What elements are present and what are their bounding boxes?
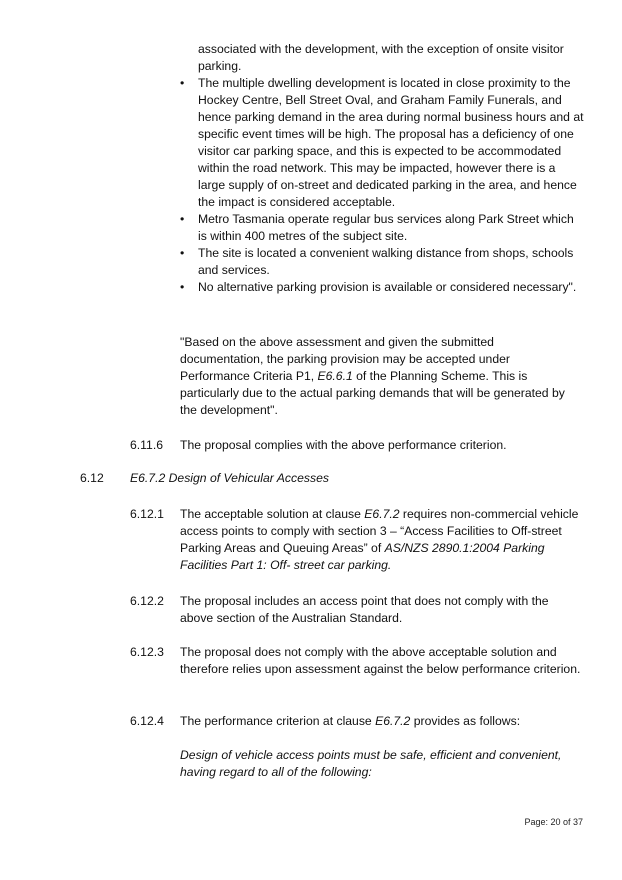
text-run: provides as follows: xyxy=(410,714,521,728)
bullet-icon: • xyxy=(180,280,185,294)
quote-text-start: "Based on the above assessment and given the submitted documentation, the parking provision may be accepted under Performance Criteria P1, xyxy=(180,335,510,383)
section-title: E6.7.2 Design of Vehicular Accesses xyxy=(130,471,329,485)
bullet-icon: • xyxy=(180,212,185,226)
text-run: The acceptable solution at clause xyxy=(180,507,365,521)
bullet-text: The site is located a convenient walking distance from shops, schools and services. xyxy=(198,246,574,277)
paragraph-number: 6.11.6 xyxy=(130,438,163,452)
quoted-assessment xyxy=(180,334,580,419)
paragraph-text: The proposal does not comply with the above acceptable solution and therefore relies upon assessment against the below performance criterion. xyxy=(180,645,581,676)
clause-reference: E6.6.1 xyxy=(317,369,353,383)
clause-reference: E6.7.2 xyxy=(375,714,411,728)
continuation-text: associated with the development, with the exception of onsite visitor parking. xyxy=(198,42,564,73)
paragraph-text: The proposal complies with the above performance criterion. xyxy=(180,438,507,452)
list-item xyxy=(180,75,585,211)
paragraph-number: 6.12.4 xyxy=(130,714,164,728)
list-item xyxy=(180,211,585,245)
quote-text-end: of the Planning Scheme. This is particularly due to the actual parking demands that will be generated by the development". xyxy=(180,369,565,417)
standard-reference: AS/NZS 2890.1:2004 Parking Facilities Part 1: Off- street car parking. xyxy=(180,541,545,572)
text-run: requires non-commercial vehicle access points to comply with section 3 – “Access Facilities to Off-street Parking Areas and Queuing Areas” of xyxy=(180,507,579,555)
list-item xyxy=(180,245,585,279)
clause-reference: E6.7.2 xyxy=(364,507,400,521)
page-number: Page: 20 of 37 xyxy=(524,817,583,827)
paragraph-text xyxy=(180,713,582,730)
bullet-icon: • xyxy=(180,76,185,90)
bullet-text: No alternative parking provision is available or considered necessary". xyxy=(198,280,577,294)
paragraph-text xyxy=(180,506,582,574)
bullet-list xyxy=(180,75,585,296)
bullet-icon: • xyxy=(180,246,185,260)
paragraph-number: 6.12.2 xyxy=(130,594,164,608)
paragraph-text: The proposal includes an access point that does not comply with the above section of the Australian Standard. xyxy=(180,594,549,625)
performance-criterion-text: Design of vehicle access points must be safe, efficient and convenient, having regard to all of the following: xyxy=(180,748,562,779)
paragraph-number: 6.12.3 xyxy=(130,645,164,659)
paragraph-number: 6.12.1 xyxy=(130,507,164,521)
bullet-text: Metro Tasmania operate regular bus services along Park Street which is within 400 metres of the subject site. xyxy=(198,212,574,243)
section-number: 6.12 xyxy=(80,471,104,485)
list-item xyxy=(180,279,585,296)
text-run: The performance criterion at clause xyxy=(180,714,376,728)
bullet-text: The multiple dwelling development is located in close proximity to the Hockey Centre, Bell Street Oval, and Graham Family Funerals, and hence parking demand in the area during normal business hours and at specific event times will be high. The proposal has a deficiency of one visitor car parking space, and this is expected to be accommodated within the road network. This may be impacted, however there is a large supply of on-street and dedicated parking in the area, and hence the impact is considered acceptable. xyxy=(198,76,584,209)
